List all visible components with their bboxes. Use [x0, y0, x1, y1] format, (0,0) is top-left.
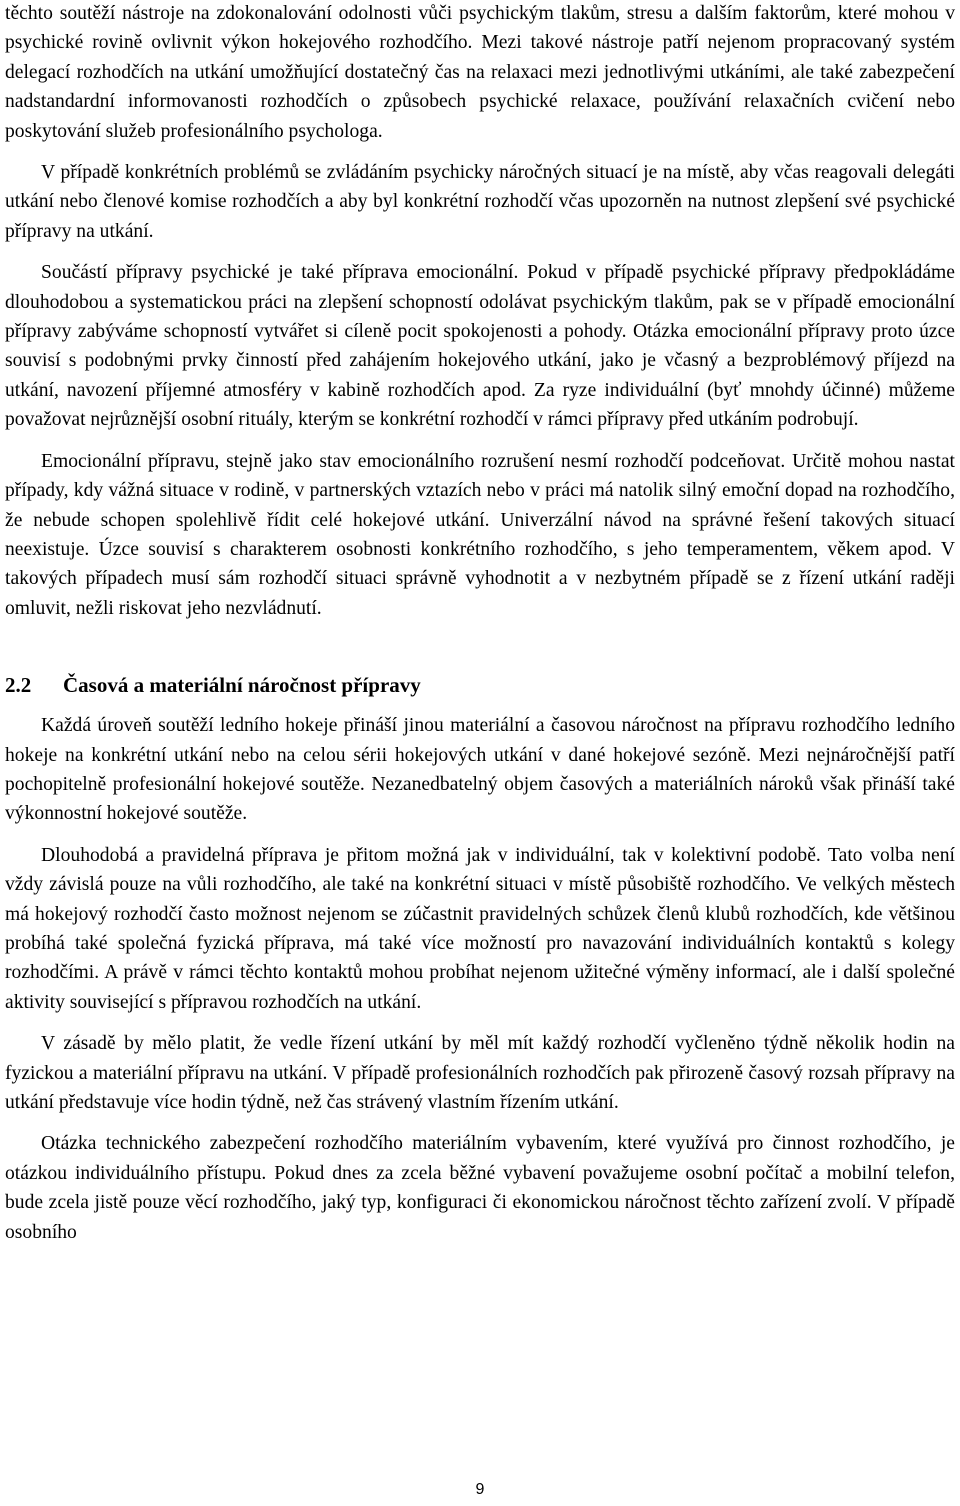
paragraph-emotional-preparation: Součástí přípravy psychické je také příprava emocionální. Pokud v případě psychické přípravy předpokládáme dlouhodobou a systematickou práci na zlepšení schopností odolávat psychickým tlakům, pak se v případě emocionální přípravy zabýváme schopností vytvářet si cíleně pocit spokojenosti a pohody. Otázka emocionální přípravy proto úzce souvisí s podobnými prvky činností před zahájením hokejového utkání, jako je včasný a bezproblémový příjezd na utkání, navození příjemné atmosféry v kabině rozhodčích apod. Za ryze individuální (byť mnohdy účinné) můžeme považovat nejrůznější osobní rituály, kterým se konkrétní rozhodčí v rámci přípravy před utkáním podrobují.: [5, 262, 955, 431]
paragraph-psychological-tools: těchto soutěží nástroje na zdokonalování odolnosti vůči psychickým tlakům, stresu a dalším faktorům, které mohou v psychické rovině ovlivnit výkon hokejového rozhodčího. Mezi takové nástroje patří nejenom propracovaný systém delegací rozhodčích na utkání umožňující dostatečný čas na relaxaci mezi jednotlivými utkáními, ale také zabezpečení nadstandardní informovanosti rozhodčích o způsobech psychické relaxace, používání relaxačních cvičení nebo poskytování služeb profesionálního psychologa.: [5, 3, 955, 142]
paragraph-weekly-hours: V zásadě by mělo platit, že vedle řízení utkání by měl mít každý rozhodčí vyčleněno týdně několik hodin na fyzickou a materiální přípravu na utkání. V případě profesionálních rozhodčích pak přirozeně časový rozsah přípravy na utkání představuje více hodin týdně, než čas strávený vlastním řízením utkání.: [5, 1033, 955, 1113]
paragraph-emotional-disturbance: Emocionální přípravu, stejně jako stav emocionálního rozrušení nesmí rozhodčí podceňovat. Určitě mohou nastat případy, kdy vážná situace v rodině, v partnerských vztazích nebo v práci má natolik silný emoční dopad na rozhodčího, že nebude schopen spolehlivě řídit celé hokejové utkání. Univerzální návod na správné řešení takových situací neexistuje. Úzce souvisí s charakterem osobnosti konkrétního rozhodčího, s jeho temperamentem, věkem apod. V takových případech musí sám rozhodčí situaci správně vyhodnotit a v nezbytném případě se z řízení utkání raději omluvit, nežli riskovat jeho nezvládnutí.: [5, 450, 955, 619]
page-number: 9: [475, 1481, 485, 1498]
paragraph-long-term-preparation: Dlouhodobá a pravidelná příprava je přitom možná jak v individuální, tak v kolektivní podobě. Tato volba není vždy závislá pouze na vůli rozhodčího, ale také na konkrétní situaci v místě působiště rozhodčího. Ve velkých městech má hokejový rozhodčí často možnost nejenom se zúčastnit pravidelných schůzek členů klubů rozhodčích, kde většinou probíhá také společná fyzická příprava, má také více možností pro navazování individuálních kontaktů s kolegy rozhodčími. A právě v rámci těchto kontaktů mohou probíhat nejenom užitečné výměny informací, ale i další společné aktivity související s přípravou rozhodčích na utkání.: [5, 844, 955, 1013]
section-heading: [5, 670, 955, 700]
paragraph-problem-handling: V případě konkrétních problémů se zvládáním psychicky náročných situací je na místě, aby včas reagovali delegáti utkání nebo členové komise rozhodčích a aby byl konkrétní rozhodčí včas upozorněn na nutnost zlepšení své psychické přípravy na utkání.: [5, 162, 955, 242]
section-title: Časová a materiální náročnost přípravy: [63, 673, 421, 698]
document-page: [5, 0, 955, 1247]
paragraph-competition-levels: Každá úroveň soutěží ledního hokeje přináší jinou materiální a časovou náročnost na přípravu rozhodčího ledního hokeje na konkrétní utkání nebo na celou sérii hokejových utkání v dané hokejové sezóně. Mezi nejnáročnější patří pochopitelně profesionální hokejové soutěže. Nezanedbatelný objem časových a materiálních nároků však přináší také výkonnostní hokejové soutěže.: [5, 715, 955, 825]
section-number: 2.2: [5, 673, 32, 698]
paragraph-technical-equipment: Otázka technického zabezpečení rozhodčího materiálním vybavením, které využívá pro činnost rozhodčího, je otázkou individuálního přístupu. Pokud dnes za zcela běžné vybavení považujeme osobní počítač a mobilní telefon, bude zcela jistě pouze věcí rozhodčího, jaký typ, konfiguraci či ekonomickou náročnost těchto zařízení zvolí. V případě osobního: [5, 1133, 955, 1243]
